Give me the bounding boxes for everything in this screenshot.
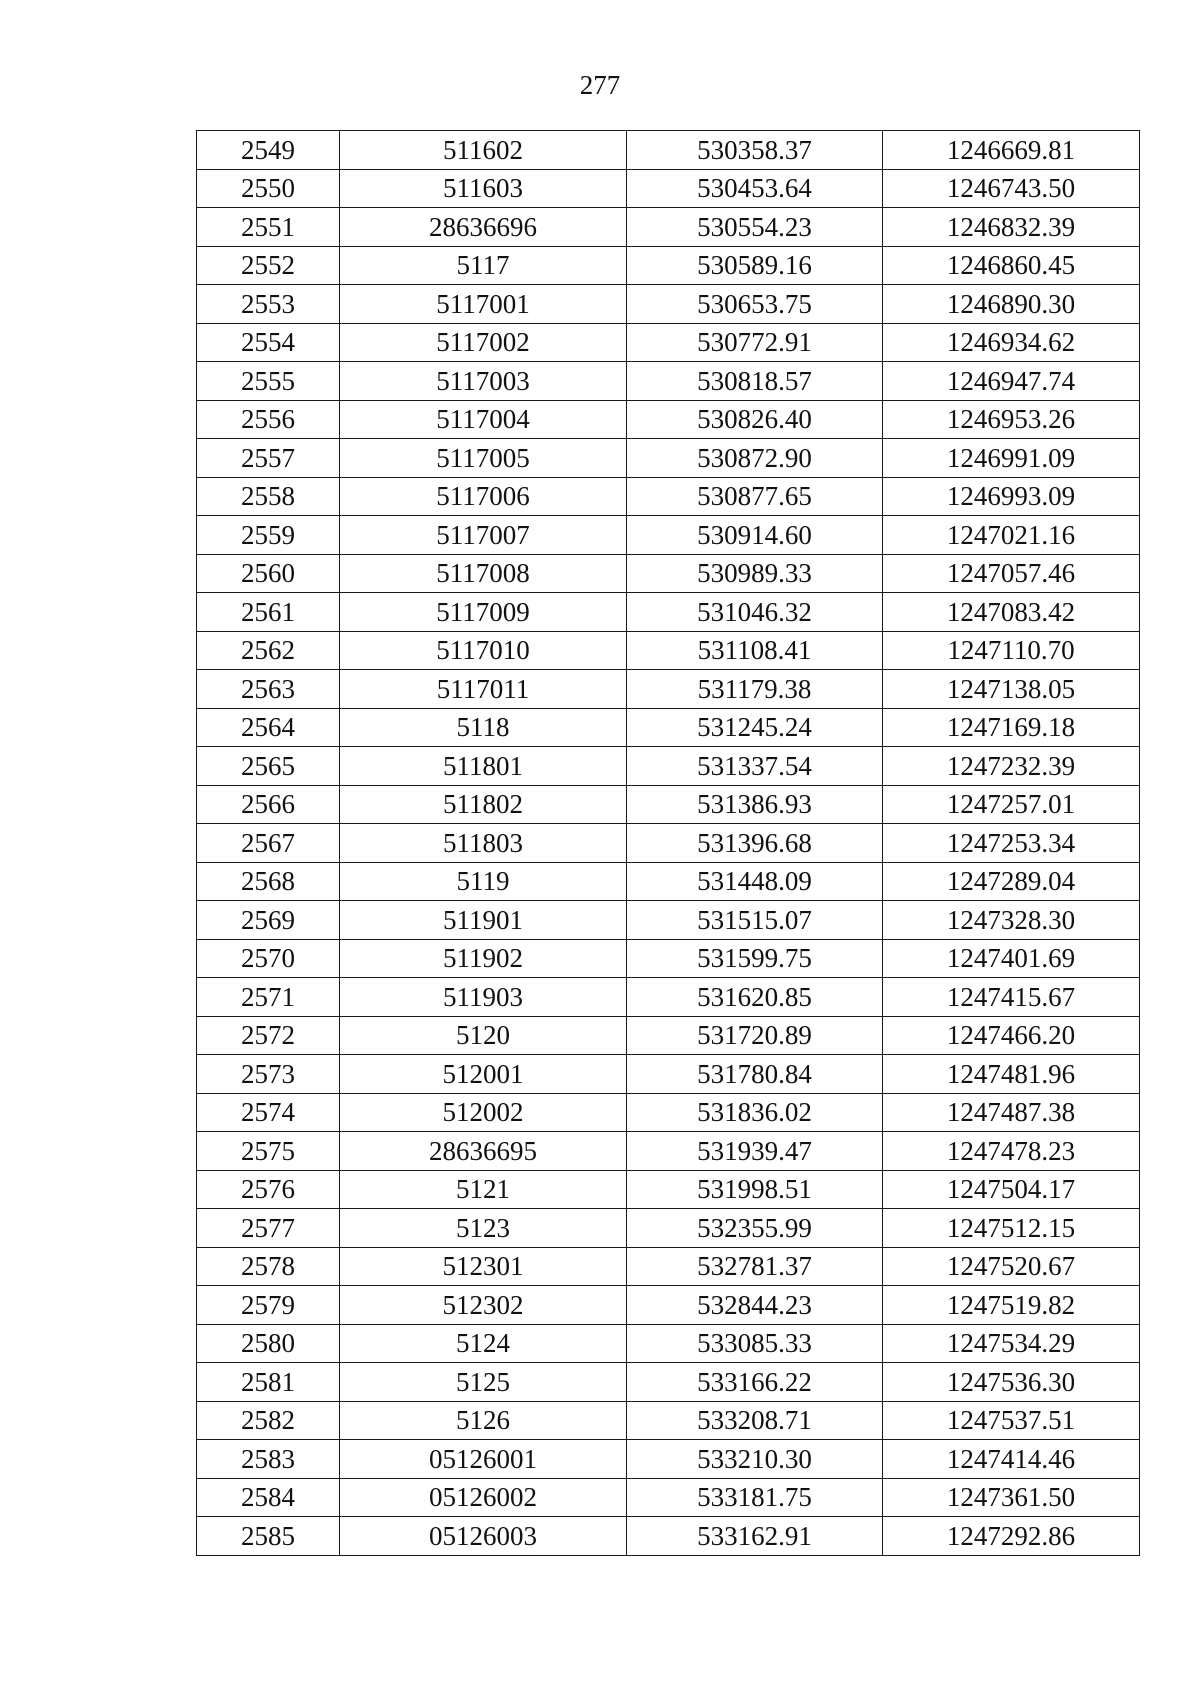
point-id-cell: 512301: [340, 1247, 627, 1286]
x-coordinate-cell: 531396.68: [627, 824, 883, 863]
row-number-cell: 2585: [197, 1517, 340, 1556]
row-number-cell: 2584: [197, 1478, 340, 1517]
x-coordinate-cell: 530358.37: [627, 131, 883, 170]
point-id-cell: 28636695: [340, 1132, 627, 1171]
y-coordinate-cell: 1247232.39: [883, 747, 1140, 786]
x-coordinate-cell: 533208.71: [627, 1401, 883, 1440]
table-row: [197, 439, 1140, 478]
point-id-cell: 511803: [340, 824, 627, 863]
table-row: [197, 246, 1140, 285]
table-row: [197, 362, 1140, 401]
table-row: [197, 169, 1140, 208]
x-coordinate-cell: 531337.54: [627, 747, 883, 786]
x-coordinate-cell: 531245.24: [627, 708, 883, 747]
row-number-cell: 2567: [197, 824, 340, 863]
point-id-cell: 511602: [340, 131, 627, 170]
table-row: [197, 670, 1140, 709]
table-row: [197, 477, 1140, 516]
row-number-cell: 2562: [197, 631, 340, 670]
x-coordinate-cell: 530554.23: [627, 208, 883, 247]
y-coordinate-cell: 1246991.09: [883, 439, 1140, 478]
point-id-cell: 511903: [340, 978, 627, 1017]
y-coordinate-cell: 1247512.15: [883, 1209, 1140, 1248]
table-row: [197, 1093, 1140, 1132]
point-id-cell: 5120: [340, 1016, 627, 1055]
row-number-cell: 2565: [197, 747, 340, 786]
row-number-cell: 2559: [197, 516, 340, 555]
table-row: [197, 1324, 1140, 1363]
y-coordinate-cell: 1246953.26: [883, 400, 1140, 439]
y-coordinate-cell: 1247520.67: [883, 1247, 1140, 1286]
y-coordinate-cell: 1247534.29: [883, 1324, 1140, 1363]
row-number-cell: 2579: [197, 1286, 340, 1325]
x-coordinate-cell: 533166.22: [627, 1363, 883, 1402]
row-number-cell: 2555: [197, 362, 340, 401]
row-number-cell: 2554: [197, 323, 340, 362]
row-number-cell: 2582: [197, 1401, 340, 1440]
table-row: [197, 747, 1140, 786]
table-row: [197, 1363, 1140, 1402]
row-number-cell: 2566: [197, 785, 340, 824]
point-id-cell: 5126: [340, 1401, 627, 1440]
table-row: [197, 1401, 1140, 1440]
table-row: [197, 708, 1140, 747]
table-row: [197, 1016, 1140, 1055]
y-coordinate-cell: 1247253.34: [883, 824, 1140, 863]
x-coordinate-cell: 533181.75: [627, 1478, 883, 1517]
point-id-cell: 5117011: [340, 670, 627, 709]
row-number-cell: 2558: [197, 477, 340, 516]
point-id-cell: 28636696: [340, 208, 627, 247]
x-coordinate-cell: 530877.65: [627, 477, 883, 516]
y-coordinate-cell: 1246743.50: [883, 169, 1140, 208]
table-body: [197, 131, 1140, 1556]
x-coordinate-cell: 532844.23: [627, 1286, 883, 1325]
point-id-cell: 5117009: [340, 593, 627, 632]
row-number-cell: 2551: [197, 208, 340, 247]
x-coordinate-cell: 531179.38: [627, 670, 883, 709]
x-coordinate-cell: 530826.40: [627, 400, 883, 439]
point-id-cell: 5119: [340, 862, 627, 901]
page-number: 277: [579, 70, 621, 100]
x-coordinate-cell: 531620.85: [627, 978, 883, 1017]
table-row: [197, 400, 1140, 439]
row-number-cell: 2570: [197, 939, 340, 978]
x-coordinate-cell: 531939.47: [627, 1132, 883, 1171]
row-number-cell: 2574: [197, 1093, 340, 1132]
row-number-cell: 2553: [197, 285, 340, 324]
table-row: [197, 131, 1140, 170]
point-id-cell: 5118: [340, 708, 627, 747]
x-coordinate-cell: 530653.75: [627, 285, 883, 324]
point-id-cell: 5124: [340, 1324, 627, 1363]
x-coordinate-cell: 530453.64: [627, 169, 883, 208]
x-coordinate-cell: 531836.02: [627, 1093, 883, 1132]
point-id-cell: 5117006: [340, 477, 627, 516]
row-number-cell: 2561: [197, 593, 340, 632]
y-coordinate-cell: 1247519.82: [883, 1286, 1140, 1325]
table-row: [197, 516, 1140, 555]
table-row: [197, 323, 1140, 362]
y-coordinate-cell: 1247257.01: [883, 785, 1140, 824]
y-coordinate-cell: 1247481.96: [883, 1055, 1140, 1094]
table-row: [197, 593, 1140, 632]
point-id-cell: 511902: [340, 939, 627, 978]
y-coordinate-cell: 1247504.17: [883, 1170, 1140, 1209]
point-id-cell: 5117002: [340, 323, 627, 362]
row-number-cell: 2578: [197, 1247, 340, 1286]
y-coordinate-cell: 1247083.42: [883, 593, 1140, 632]
x-coordinate-cell: 531046.32: [627, 593, 883, 632]
point-id-cell: 5117008: [340, 554, 627, 593]
y-coordinate-cell: 1247057.46: [883, 554, 1140, 593]
table-row: [197, 631, 1140, 670]
x-coordinate-cell: 530772.91: [627, 323, 883, 362]
row-number-cell: 2581: [197, 1363, 340, 1402]
x-coordinate-cell: 531108.41: [627, 631, 883, 670]
x-coordinate-cell: 530589.16: [627, 246, 883, 285]
row-number-cell: 2556: [197, 400, 340, 439]
y-coordinate-cell: 1247537.51: [883, 1401, 1140, 1440]
point-id-cell: 511603: [340, 169, 627, 208]
table-row: [197, 901, 1140, 940]
row-number-cell: 2572: [197, 1016, 340, 1055]
point-id-cell: 5121: [340, 1170, 627, 1209]
row-number-cell: 2580: [197, 1324, 340, 1363]
y-coordinate-cell: 1247536.30: [883, 1363, 1140, 1402]
x-coordinate-cell: 530989.33: [627, 554, 883, 593]
row-number-cell: 2576: [197, 1170, 340, 1209]
point-id-cell: 5117005: [340, 439, 627, 478]
x-coordinate-cell: 530818.57: [627, 362, 883, 401]
x-coordinate-cell: 533162.91: [627, 1517, 883, 1556]
point-id-cell: 5117003: [340, 362, 627, 401]
table-row: [197, 862, 1140, 901]
point-id-cell: 512001: [340, 1055, 627, 1094]
x-coordinate-cell: 531720.89: [627, 1016, 883, 1055]
row-number-cell: 2573: [197, 1055, 340, 1094]
table-row: [197, 1286, 1140, 1325]
y-coordinate-cell: 1247021.16: [883, 516, 1140, 555]
point-id-cell: 511901: [340, 901, 627, 940]
point-id-cell: 5117010: [340, 631, 627, 670]
x-coordinate-cell: 530914.60: [627, 516, 883, 555]
table-row: [197, 208, 1140, 247]
table-row: [197, 1132, 1140, 1171]
row-number-cell: 2564: [197, 708, 340, 747]
y-coordinate-cell: 1247466.20: [883, 1016, 1140, 1055]
x-coordinate-cell: 531599.75: [627, 939, 883, 978]
y-coordinate-cell: 1246860.45: [883, 246, 1140, 285]
y-coordinate-cell: 1247401.69: [883, 939, 1140, 978]
x-coordinate-cell: 533085.33: [627, 1324, 883, 1363]
y-coordinate-cell: 1246832.39: [883, 208, 1140, 247]
y-coordinate-cell: 1247328.30: [883, 901, 1140, 940]
table-row: [197, 1209, 1140, 1248]
table-row: [197, 1517, 1140, 1556]
point-id-cell: 512302: [340, 1286, 627, 1325]
table-row: [197, 978, 1140, 1017]
point-id-cell: 05126001: [340, 1440, 627, 1479]
table-row: [197, 1170, 1140, 1209]
row-number-cell: 2575: [197, 1132, 340, 1171]
table-row: [197, 824, 1140, 863]
point-id-cell: 5123: [340, 1209, 627, 1248]
table-row: [197, 939, 1140, 978]
x-coordinate-cell: 531998.51: [627, 1170, 883, 1209]
x-coordinate-cell: 530872.90: [627, 439, 883, 478]
y-coordinate-cell: 1247487.38: [883, 1093, 1140, 1132]
row-number-cell: 2563: [197, 670, 340, 709]
table-row: [197, 554, 1140, 593]
y-coordinate-cell: 1246669.81: [883, 131, 1140, 170]
point-id-cell: 511802: [340, 785, 627, 824]
row-number-cell: 2549: [197, 131, 340, 170]
y-coordinate-cell: 1246934.62: [883, 323, 1140, 362]
row-number-cell: 2583: [197, 1440, 340, 1479]
row-number-cell: 2560: [197, 554, 340, 593]
y-coordinate-cell: 1247289.04: [883, 862, 1140, 901]
x-coordinate-cell: 533210.30: [627, 1440, 883, 1479]
x-coordinate-cell: 531448.09: [627, 862, 883, 901]
x-coordinate-cell: 531515.07: [627, 901, 883, 940]
x-coordinate-cell: 531386.93: [627, 785, 883, 824]
row-number-cell: 2569: [197, 901, 340, 940]
y-coordinate-cell: 1247110.70: [883, 631, 1140, 670]
row-number-cell: 2550: [197, 169, 340, 208]
point-id-cell: 05126003: [340, 1517, 627, 1556]
row-number-cell: 2557: [197, 439, 340, 478]
x-coordinate-cell: 532355.99: [627, 1209, 883, 1248]
point-id-cell: 5117: [340, 246, 627, 285]
point-id-cell: 511801: [340, 747, 627, 786]
y-coordinate-cell: 1247169.18: [883, 708, 1140, 747]
point-id-cell: 05126002: [340, 1478, 627, 1517]
table-row: [197, 1055, 1140, 1094]
point-id-cell: 5117004: [340, 400, 627, 439]
y-coordinate-cell: 1246890.30: [883, 285, 1140, 324]
x-coordinate-cell: 532781.37: [627, 1247, 883, 1286]
row-number-cell: 2571: [197, 978, 340, 1017]
y-coordinate-cell: 1247414.46: [883, 1440, 1140, 1479]
y-coordinate-cell: 1247138.05: [883, 670, 1140, 709]
table-row: [197, 785, 1140, 824]
coordinates-table: [196, 130, 1140, 1556]
y-coordinate-cell: 1247415.67: [883, 978, 1140, 1017]
point-id-cell: 512002: [340, 1093, 627, 1132]
point-id-cell: 5117001: [340, 285, 627, 324]
point-id-cell: 5125: [340, 1363, 627, 1402]
y-coordinate-cell: 1246947.74: [883, 362, 1140, 401]
point-id-cell: 5117007: [340, 516, 627, 555]
y-coordinate-cell: 1247292.86: [883, 1517, 1140, 1556]
y-coordinate-cell: 1246993.09: [883, 477, 1140, 516]
table-row: [197, 285, 1140, 324]
row-number-cell: 2568: [197, 862, 340, 901]
x-coordinate-cell: 531780.84: [627, 1055, 883, 1094]
table-row: [197, 1247, 1140, 1286]
table-row: [197, 1478, 1140, 1517]
row-number-cell: 2577: [197, 1209, 340, 1248]
table-row: [197, 1440, 1140, 1479]
row-number-cell: 2552: [197, 246, 340, 285]
y-coordinate-cell: 1247361.50: [883, 1478, 1140, 1517]
y-coordinate-cell: 1247478.23: [883, 1132, 1140, 1171]
